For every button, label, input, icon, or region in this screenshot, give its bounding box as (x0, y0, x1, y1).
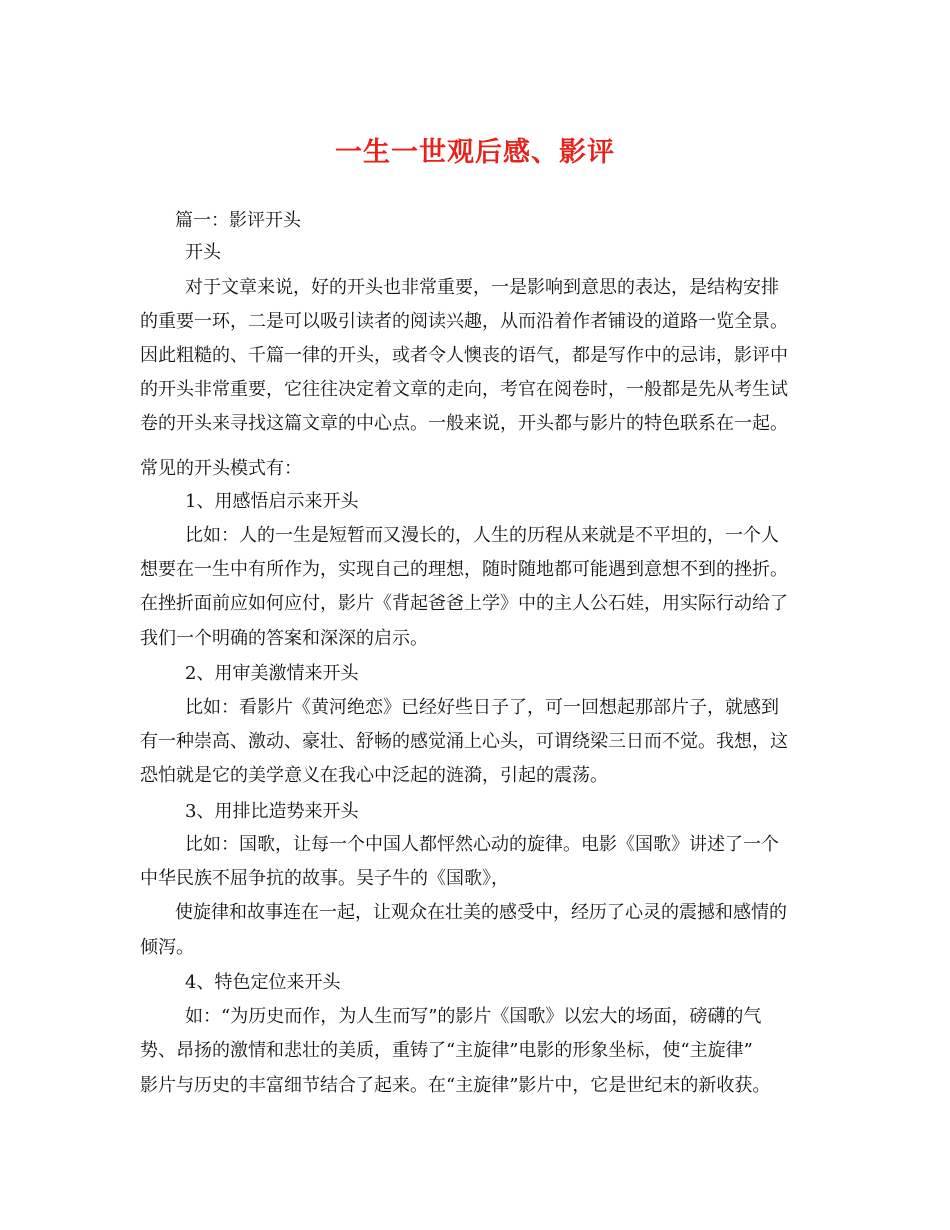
paragraph-line: 想要在一生中有所作为，实现自己的理想，随时随地都可能遇到意想不到的挫折。 (140, 559, 788, 580)
paragraph-line: 势、昂扬的激情和悲壮的美质，重铸了“主旋律”电影的形象坐标，使“主旋律” (140, 1040, 753, 1061)
paragraph-line: 3、用排比造势来开头 (185, 801, 359, 822)
paragraph-line: 卷的开头来寻找这篇文章的中心点。一般来说，开头都与影片的特色联系在一起。 (140, 413, 788, 434)
paragraph-line: 1、用感悟启示来开头 (185, 491, 359, 512)
document-title: 一生一世观后感、影评 (335, 137, 615, 168)
paragraph-line: 常见的开头模式有： (140, 458, 302, 479)
paragraph-line: 4、特色定位来开头 (185, 972, 341, 993)
paragraph-line: 的重要一环，二是可以吸引读者的阅读兴趣，从而沿着作者铺设的道路一览全景。 (140, 311, 788, 332)
paragraph-line: 影片与历史的丰富细节结合了起来。在“主旋律”影片中，它是世纪末的新收获。 (140, 1075, 771, 1096)
paragraph-line: 的开头非常重要，它往往决定着文章的走向，考官在阅卷时，一般都是先从考生试 (140, 379, 788, 400)
paragraph-line: 在挫折面前应如何应付，影片《背起爸爸上学》中的主人公石娃，用实际行动给了 (140, 593, 788, 614)
paragraph-line: 篇一：影评开头 (175, 210, 301, 231)
paragraph-line: 2、用审美激情来开头 (185, 663, 359, 684)
paragraph-line: 对于文章来说，好的开头也非常重要，一是影响到意思的表达，是结构安排 (185, 277, 779, 298)
paragraph-line: 倾泻。 (140, 937, 194, 958)
paragraph-line: 恐怕就是它的美学意义在我心中泛起的涟漪，引起的震荡。 (140, 765, 608, 786)
paragraph-line: 使旋律和故事连在一起，让观众在壮美的感受中，经历了心灵的震撼和感情的 (175, 902, 787, 923)
paragraph-line: 比如：看影片《黄河绝恋》已经好些日子了，可一回想起那部片子，就感到 (185, 697, 779, 718)
paragraph-line: 如：“为历史而作，为人生而写”的影片《国歌》以宏大的场面，磅礴的气 (185, 1006, 762, 1027)
paragraph-line: 有一种崇高、激动、豪壮、舒畅的感觉涌上心头，可谓绕梁三日而不觉。我想，这 (140, 731, 788, 752)
paragraph-line: 因此粗糙的、千篇一律的开头，或者令人懊丧的语气，都是写作中的忌讳，影评中 (140, 345, 788, 366)
paragraph-line: 比如：人的一生是短暂而又漫长的，人生的历程从来就是不平坦的，一个人 (185, 525, 779, 546)
paragraph-line: 比如：国歌，让每一个中国人都怦然心动的旋律。电影《国歌》讲述了一个 (185, 834, 779, 855)
paragraph-line: 中华民族不屈争抗的故事。吴子牛的《国歌》， (140, 868, 509, 889)
paragraph-line: 开头 (185, 242, 221, 263)
paragraph-line: 我们一个明确的答案和深深的启示。 (140, 628, 428, 649)
